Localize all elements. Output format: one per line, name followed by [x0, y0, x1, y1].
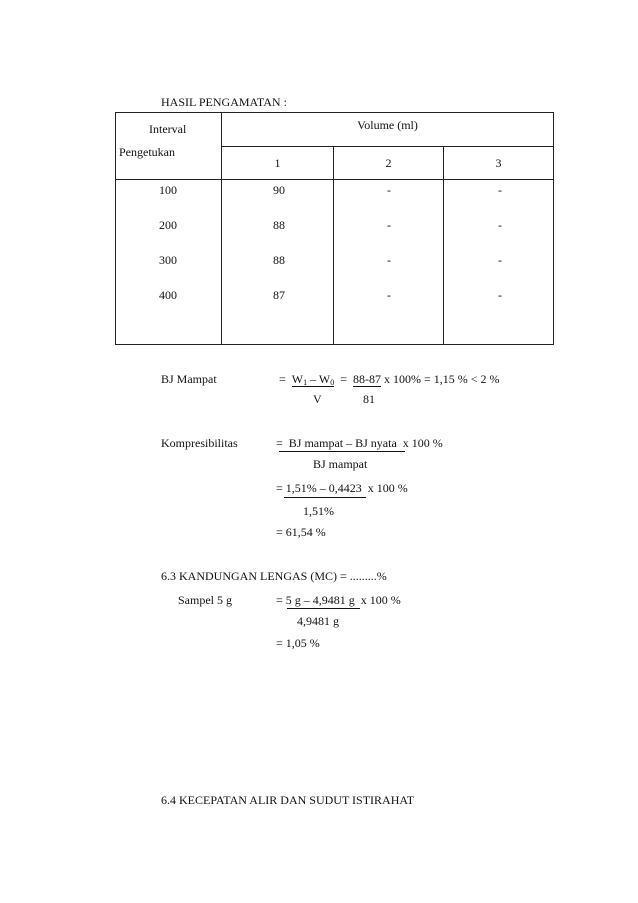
bj-mampat-denominator-2: 81 [363, 392, 375, 406]
fraction-line [284, 497, 366, 498]
section-heading: HASIL PENGAMATAN : [161, 95, 287, 109]
kompresibilitas-formula: = BJ mampat – BJ nyata x 100 % [276, 436, 443, 450]
interval-value: 100 [159, 183, 177, 197]
kompresibilitas-result: = 61,54 % [276, 525, 326, 539]
volume-value: - [498, 218, 502, 232]
volume-value: 90 [273, 183, 285, 197]
bj-mampat-denominator-1: V [313, 392, 322, 406]
fraction-line [287, 608, 360, 609]
volume-value: - [387, 183, 391, 197]
volume-value: - [387, 288, 391, 302]
bj-mampat-label: BJ Mampat [161, 372, 217, 386]
column-header-2: 2 [334, 147, 444, 180]
interval-header-line2: Pengetukan [119, 145, 175, 159]
volume-value: - [498, 253, 502, 267]
interval-column [116, 180, 222, 345]
volume-value: - [498, 183, 502, 197]
sample-label: Sampel 5 g [178, 593, 232, 607]
volume-value: - [387, 253, 391, 267]
kompresibilitas-label: Kompresibilitas [161, 436, 238, 450]
volume-value: - [498, 288, 502, 302]
volume-value: 87 [273, 288, 285, 302]
interval-value: 300 [159, 253, 177, 267]
kompresibilitas-denominator: BJ mampat [313, 457, 368, 471]
fraction-line [279, 451, 405, 452]
interval-value: 400 [159, 288, 177, 302]
kandungan-denominator: 4,9481 g [297, 614, 339, 628]
kompresibilitas-step2-denominator: 1,51% [303, 504, 334, 518]
volume-column-1 [222, 180, 334, 345]
volume-header: Volume (ml) [222, 113, 554, 147]
interval-header [116, 113, 222, 180]
kandungan-result: = 1,05 % [276, 636, 320, 650]
section-63-title: 6.3 KANDUNGAN LENGAS (MC) = .........% [161, 569, 387, 583]
column-header-1: 1 [222, 147, 334, 180]
column-header-3: 3 [444, 147, 554, 180]
volume-column-3 [444, 180, 554, 345]
volume-value: 88 [273, 253, 285, 267]
interval-value: 200 [159, 218, 177, 232]
bj-mampat-formula: = $W_1 - W_0 = 88-87$ x 100% = 1,15 % < 2 % [279, 372, 500, 387]
kompresibilitas-step2: = 1,51% – 0,4423 x 100 % [276, 481, 408, 495]
interval-header-line1: Interval [149, 122, 187, 136]
volume-column-2 [334, 180, 444, 345]
section-64-title: 6.4 KECEPATAN ALIR DAN SUDUT ISTIRAHAT [161, 793, 415, 807]
volume-value: 88 [273, 218, 285, 232]
observation-table [115, 112, 554, 345]
volume-value: - [387, 218, 391, 232]
kandungan-formula: = 5 g – 4,9481 g x 100 % [276, 593, 401, 607]
